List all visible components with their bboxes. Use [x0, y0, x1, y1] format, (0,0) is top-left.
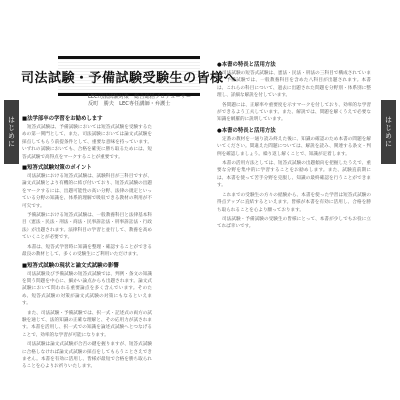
paragraph: 本書の活用方法としては、短答式試験の出題傾向を把握したうえで、重要な分野を集中的に学習することをお勧めします。また、試験直前期には、本書を使って苦手分野を克服し、知識の最終確認を行うことができます。 [217, 161, 371, 189]
paragraph: 司法試験は論文式試験が合否の鍵を握りますが、短答式試験に合格しなければ論文式試験の採点をしてもらうことさえできません。本書を有効に活用し、皆様が最短で合格を勝ち取られることを心よりお祈りいたします。 [22, 342, 152, 370]
paragraph: 各問題には、正解率や重要度を示すマークを付しており、効率的な学習ができるよう工夫しています。また、解説では、問題を解くうえで必要な知識を網羅的に説明しています。 [217, 102, 371, 123]
paragraph: 司法試験の短答式試験は、憲法・民法・刑法の三科目で構成されています。予備試験では、一般教養科目を含めた八科目が出題されます。本書は、これらの科目について、過去に出題された問題を分野別・体系別に整理し、詳細な解説を付しています。 [217, 71, 371, 99]
paragraph: また、司法試験・予備試験では、択一式・記述式の両方の試験を通じて、法的知識の正確な理解と、その応用力が試されます。本書を活用し、択一式での知識を論述式試験へとつなげることで、効率的な学習が可能になります。 [22, 310, 152, 338]
paragraph: 短答式試験は、予備試験においては短答式試験を受験するための第一関門として、また、司法試験においては論文式試験を採点してもらう前提条件として、重要な意味を持っています。いずれの試験においても、合格を確実に勝ち取るためには、短答式試験で高得点をマークすることが重要です。 [22, 125, 152, 160]
paragraph: これまでの受験生の方々の経験から、本書を使った学習は短答式試験の得点アップに直結するといえます。皆様が本書を有効に活用し、合格を勝ち取られることを心より願っております。 [217, 192, 371, 213]
title-box [21, 56, 238, 96]
section-heading: ■短答式試験の現状と論文式試験の影響 [22, 262, 119, 269]
paragraph: 司法試験における短答式試験は、試験科目が三科目ですが、論文式試験とより有機的に結び付いており、短答式試験の出題をマークするには、出題可能性の高い分野、法律の規定といっている分野の知識を、体系的理解で吸収できる教材の利用が不可欠です。 [22, 174, 152, 209]
section-heading: ■法学部卒の学習をお勧めします [22, 116, 103, 122]
left-column [22, 112, 152, 373]
page-title: 司法試験・予備試験受験生の皆様へ [21, 70, 238, 86]
author-line-1: LEC司法試験対策 総合総括プロデューサー [88, 94, 192, 100]
side-tab-right: はじめに [381, 100, 396, 164]
paragraph: 予備試験における短答式試験は、一般教養科目と法律基本科目（憲法・民法・刑法・商法・民事訴訟法・刑事訴訟法・行政法）が出題されます。法律科目の学習と並行して、教養を高めていくことが必要です。 [22, 213, 152, 241]
paragraph: 司法試験・予備試験の受験生の皆様にとって、本書が少しでもお役に立てれば幸いです。 [217, 216, 371, 230]
paragraph: 司法試験及び予備試験の短答式試験では、判例・条文の知識を問う問題を中心に、細かい論点からも出題されます。論文式試験において問われる重要論点を多く含んでいます。そのため、短答式試験の対策が論文式試験の対策にもなるといえます。 [22, 271, 152, 307]
paragraph: 本書は、短答式学習時に知識を整理・確認することができる最良の教材として、多くの受験生にご利用いただけます。 [22, 244, 152, 258]
right-column [217, 58, 371, 233]
section-heading: ●本書の特長と活用方法 [217, 127, 276, 134]
side-tab-left: はじめに [4, 100, 19, 164]
author-line-2: 反町 勝夫 LEC専任講師・弁護士 [88, 101, 171, 107]
paragraph: 定番の教材を一通り読み終えた後に、知識の確認のため本書の問題を解いてください。間違えた問題については、解説を読み、関連する条文・判例を確認しましょう。繰り返し解くことで、知識が定着します。 [217, 136, 371, 157]
section-heading: ■短答式試験対策のポイント [22, 165, 92, 172]
section-heading: ●本書の特長と活用方法 [217, 62, 276, 68]
